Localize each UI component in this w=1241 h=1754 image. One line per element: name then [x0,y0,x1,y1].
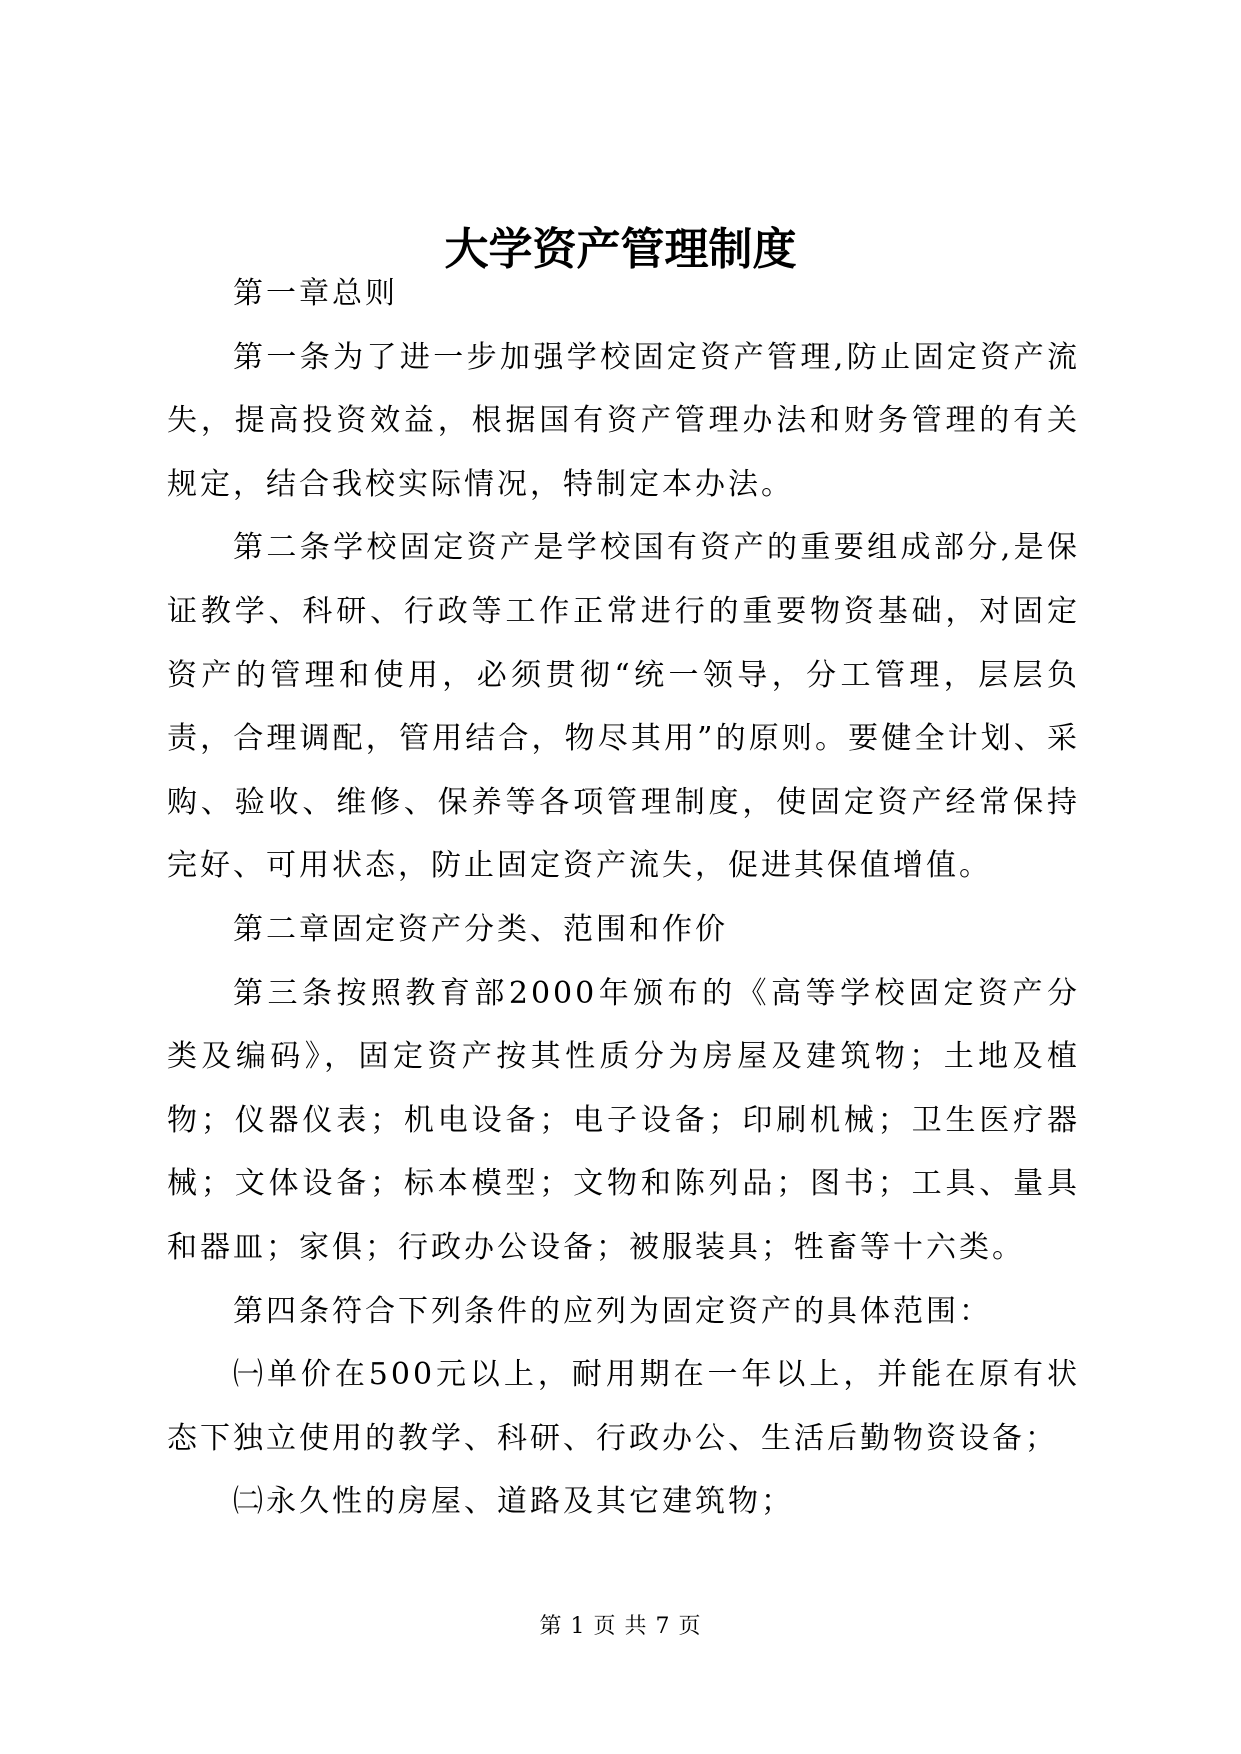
list-item: ㈠单价在500元以上，耐用期在一年以上，并能在原有状态下独立使用的教学、科研、行政办公、生活后勤物资设备； [167,1357,1080,1456]
document-title: 大学资产管理制度 [444,224,797,275]
page-number-footer: 第 1 页 共 7 页 [539,1614,702,1639]
chapter-heading: 第二章固定资产分类、范围和作价 [233,911,728,947]
document-body [167,262,1080,1534]
chapter-heading: 第一章总则 [233,276,398,311]
article-paragraph: 第三条按照教育部2000年颁布的《高等学校固定资产分类及编码》，固定资产按其性质分为房屋及建筑物；土地及植物；仪器仪表；机电设备；电子设备；印刷机械；卫生医疗器械；文体设备；标本模型；文物和陈列品；图书；工具、量具和器皿；家俱；行政办公设备；被服装具；牲畜等十六类。 [167,975,1080,1265]
article-paragraph: 第四条符合下列条件的应列为固定资产的具体范围： [233,1293,992,1329]
article-paragraph: 第二条学校固定资产是学校国有资产的重要组成部分,是保证教学、科研、行政等工作正常进行的重要物资基础，对固定资产的管理和使用，必须贯彻“统一领导，分工管理，层层负责，合理调配，管用结合，物尽其用”的原则。要健全计划、采购、验收、维修、保养等各项管理制度，使固定资产经常保持完好、可用状态，防止固定资产流失，促进其保值增值。 [167,530,1080,884]
article-paragraph: 第一条为了进一步加强学校固定资产管理,防止固定资产流失，提高投资效益，根据国有资产管理办法和财务管理的有关规定，结合我校实际情况，特制定本办法。 [167,339,1080,502]
list-item: ㈡永久性的房屋、道路及其它建筑物； [233,1484,794,1520]
